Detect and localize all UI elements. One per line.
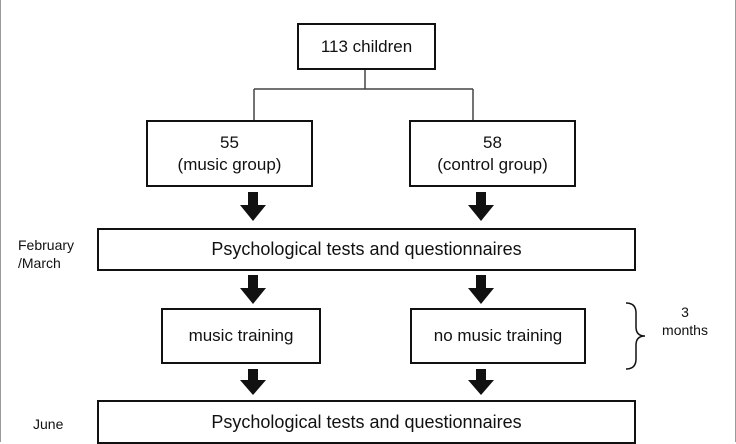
control-group-name: (control group) xyxy=(437,154,548,174)
root-label: 113 children xyxy=(320,36,413,56)
music-group-box xyxy=(146,120,313,187)
arrow-down-icon xyxy=(468,275,494,304)
music-group-name: (music group) xyxy=(177,154,282,174)
duration-bracket xyxy=(626,303,645,369)
phase2-box-label: Psychological tests and questionnaires xyxy=(211,411,522,432)
phase1-time-line2: /March xyxy=(18,255,61,272)
arrow-down-icon xyxy=(240,369,266,395)
arrow-down-icon xyxy=(468,369,494,395)
arrow-down-icon xyxy=(240,192,266,221)
music-group-count: 55 xyxy=(220,133,239,153)
phase1-box xyxy=(97,228,636,271)
phase1-box-label: Psychological tests and questionnaires xyxy=(211,239,522,260)
duration-line1: 3 xyxy=(681,304,689,320)
music-training-label: music training xyxy=(188,326,294,346)
phase2-time-label xyxy=(33,415,63,433)
arrow-down-icon xyxy=(468,192,494,221)
no-music-training-label: no music training xyxy=(433,326,563,346)
phase1-time-line1: February xyxy=(18,237,75,253)
duration-label xyxy=(650,303,720,339)
control-group-box xyxy=(409,120,576,187)
phase2-time-text: June xyxy=(33,416,64,432)
no-music-training-box xyxy=(410,308,586,364)
phase2-box xyxy=(97,400,636,444)
music-training-box xyxy=(161,308,321,364)
arrow-down-icon xyxy=(240,275,266,304)
control-group-count: 58 xyxy=(483,133,502,153)
root-box xyxy=(297,23,436,70)
duration-line2: months xyxy=(662,322,708,339)
phase1-time-label xyxy=(18,236,74,272)
